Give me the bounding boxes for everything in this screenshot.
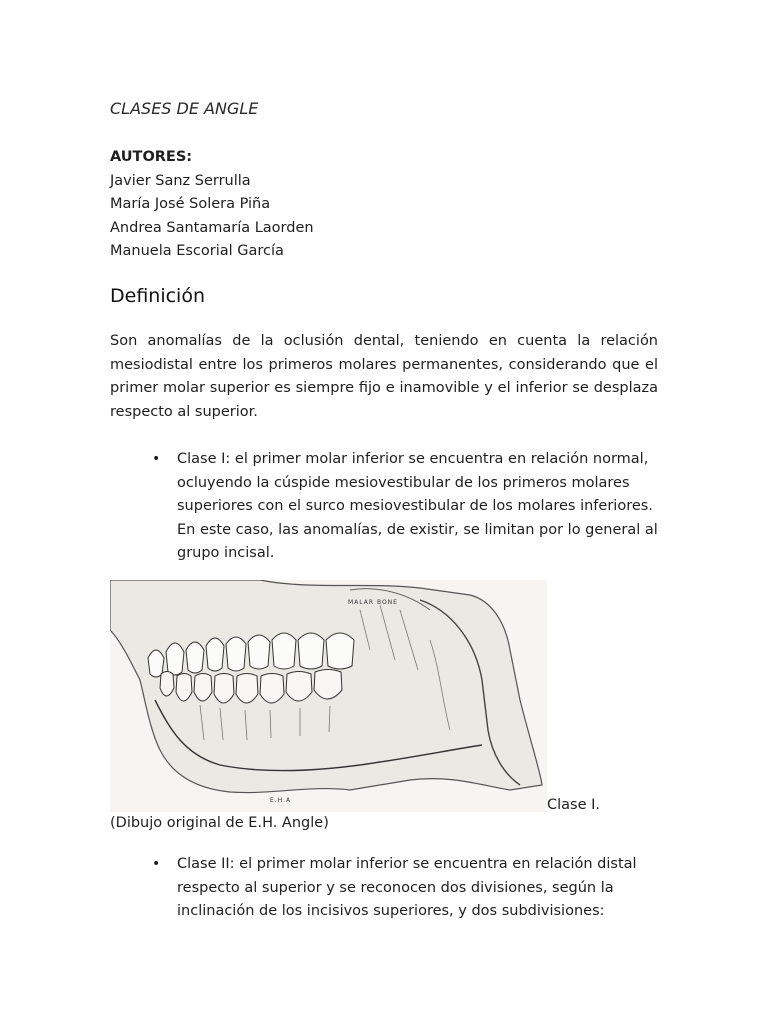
- section-title: Definición: [110, 285, 205, 307]
- skull-drawing-image: [110, 580, 547, 812]
- document-title: CLASES DE ANGLE: [110, 99, 259, 118]
- list-item-text: Clase II: el primer molar inferior se encuentra en relación distal respecto al superior y se reconocen dos divisiones, según la inclinación de los incisivos superiores, y dos subdivisiones:: [177, 856, 637, 920]
- figure-label-bone: MALAR BONE: [348, 599, 398, 606]
- definition-paragraph: Son anomalías de la oclusión dental, teniendo en cuenta la relación mesiodistal entre los primeros molares permanentes, considerando que el primer molar superior es siempre fijo e inamovible y el inferior se desplaza respecto al superior.: [110, 333, 658, 420]
- authors-heading: AUTORES:: [110, 149, 193, 165]
- authors-block: [110, 146, 314, 264]
- bullet-list: [110, 853, 658, 924]
- bullet-icon: •: [152, 856, 161, 872]
- bullet-icon: •: [152, 451, 161, 467]
- skull-drawing-figure: [110, 580, 547, 812]
- figure-caption: (Dibujo original de E.H. Angle): [110, 815, 329, 831]
- author-name: María José Solera Piña: [110, 196, 271, 213]
- list-item: [110, 853, 658, 924]
- figure-signature: E.H.A: [270, 797, 292, 804]
- author-name: Andrea Santamaría Laorden: [110, 219, 314, 236]
- author-name: Manuela Escorial García: [110, 243, 284, 260]
- figure-caption-inline: Clase I.: [547, 797, 601, 813]
- author-name: Javier Sanz Serrulla: [110, 172, 251, 189]
- bullet-list: [110, 448, 658, 566]
- list-item: [110, 448, 658, 566]
- list-item-text: Clase I: el primer molar inferior se encuentra en relación normal, ocluyendo la cúspide mesiovestibular de los primeros molares superiores con el surco mesiovestibular de los molares inferiores. En este caso, las anomalías, de existir, se limitan por lo general al grupo incisal.: [177, 451, 658, 562]
